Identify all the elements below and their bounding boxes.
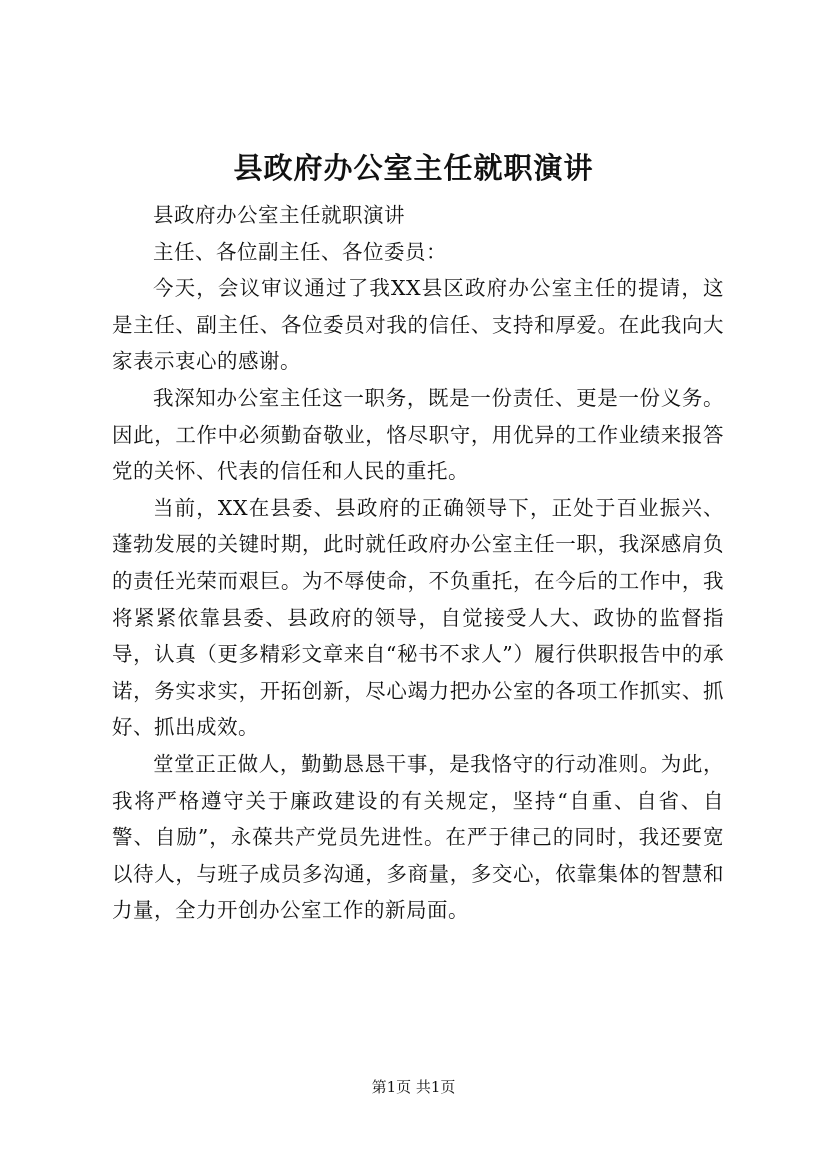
paragraph-4: 堂堂正正做人，勤勤恳恳干事，是我恪守的行动准则。为此，我将严格遵守关于廉政建设的有关规定，坚持“自重、自省、自警、自励”，永葆共产党员先进性。在严于律己的同时，我还要宽以待人，与班子成员多沟通，多商量，多交心，依靠集体的智慧和力量，全力开创办公室工作的新局面。 bbox=[112, 751, 724, 923]
paragraph-2: 我深知办公室主任这一职务，既是一份责任、更是一份义务。因此，工作中必须勤奋敬业，恪尽职守，用优异的工作业绩来报答党的关怀、代表的信任和人民的重托。 bbox=[112, 385, 724, 484]
page-footer: 第1页 共1页 bbox=[371, 1078, 456, 1096]
paragraph-1: 今天，会议审议通过了我XX县区政府办公室主任的提请，这是主任、副主任、各位委员对我的信任、支持和厚爱。在此我向大家表示衷心的感谢。 bbox=[112, 276, 724, 374]
document-title: 县政府办公室主任就职演讲 bbox=[233, 151, 594, 185]
paragraph-subtitle: 县政府办公室主任就职演讲 bbox=[153, 203, 405, 227]
paragraph-salutation: 主任、各位副主任、各位委员： bbox=[153, 239, 447, 264]
paragraph-3: 当前，XX在县委、县政府的正确领导下，正处于百业振兴、蓬勃发展的关键时期，此时就任政府办公室主任一职，我深感肩负的责任光荣而艰巨。为不辱使命，不负重托，在今后的工作中，我将紧紧依靠县委、县政府的领导，自觉接受人大、政协的监督指导，认真（更多精彩文章来自“秘书不求人”）履行供职报告中的承诺，务实求实，开拓创新，尽心竭力把办公室的各项工作抓实、抓好、抓出成效。 bbox=[112, 495, 724, 740]
document-body bbox=[112, 197, 724, 929]
